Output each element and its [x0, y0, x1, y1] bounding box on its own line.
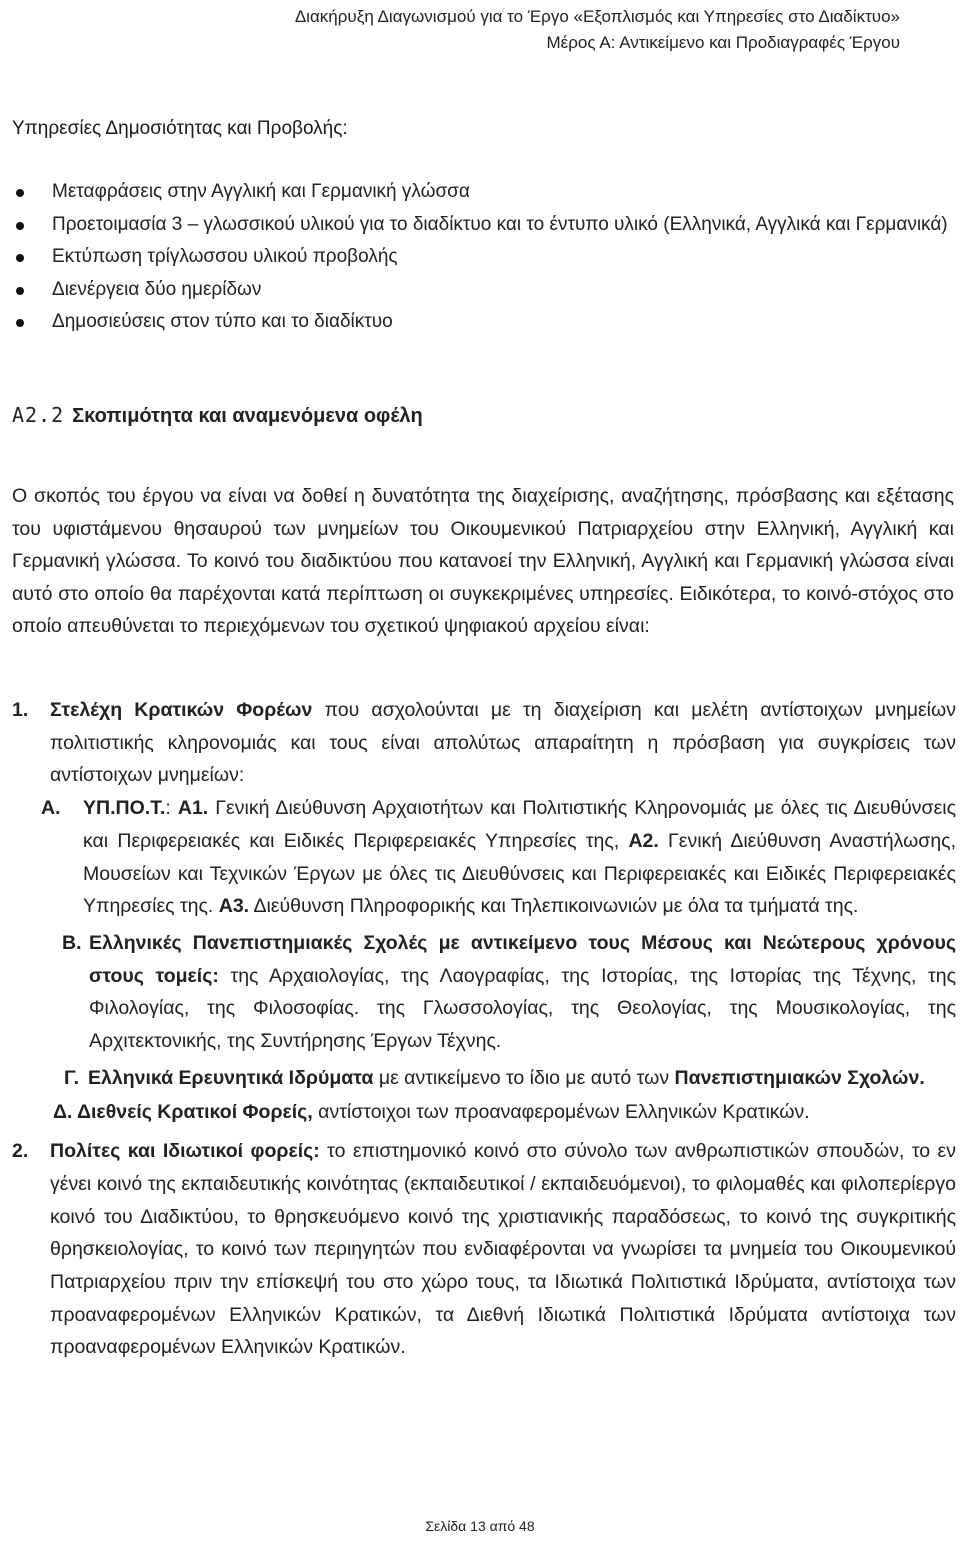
header-line-2: Μέρος Α: Αντικείμενο και Προδιαγραφές Έργου — [546, 33, 900, 52]
list-item-text: Δημοσιεύσεις στον τύπο και το διαδίκτυο — [52, 311, 393, 332]
subitem-prefix: ΥΠ.ΠΟ.Τ. — [83, 797, 166, 820]
audience-subitem-a — [12, 792, 956, 923]
list-item — [0, 209, 960, 242]
subitem-label: Γ. — [64, 1066, 79, 1089]
bullet-icon — [16, 287, 24, 295]
section-heading — [12, 403, 423, 428]
audience-subitem-d — [12, 1096, 956, 1129]
bullet-icon — [16, 189, 24, 197]
audience-item-2 — [12, 1135, 956, 1364]
subitem-text: αντίστοιχοι των προαναφερομένων Ελληνικών Κρατικών. — [312, 1101, 810, 1124]
item-text: που ασχολούνται με τη διαχείριση και μελέτη αντίστοιχων μνημείων πολιτιστικής κληρονομιάς και τους είναι απολύτως απαραίτητη η πρόσβαση για συγκρίσεις των αντίστοιχων μνημείων: — [50, 699, 956, 787]
audience-list — [12, 694, 956, 1364]
a2-text: Γενική Διεύθυνση Αναστήλωσης, Μουσείων και Τεχνικών Έργων με όλες τις Διευθύνσεις και Περιφερειακές και Ειδικές Περιφερειακές Υπηρεσίες της. — [83, 829, 956, 918]
subitem-heading: Ελληνικές Πανεπιστημιακές Σχολές με αντικείμενο τους Μέσους και Νεώτερους χρόνους στους τομείς: — [89, 931, 956, 987]
audience-subitem-c — [12, 1062, 956, 1095]
subitem-end: Πανεπιστημιακών Σχολών. — [674, 1066, 925, 1089]
a1-text: Γενική Διεύθυνση Αρχαιοτήτων και Πολιτιστικής Κληρονομιάς με όλες τις Διευθύνσεις και Περιφερειακές και Ειδικές Περιφερειακές Υπηρεσίες της, — [83, 797, 956, 852]
a2-label: Α2. — [628, 829, 659, 852]
colon: : — [165, 797, 178, 820]
item-heading: Στελέχη Κρατικών Φορέων — [50, 699, 313, 721]
list-item-text: Μεταφράσεις στην Αγγλική και Γερμανική γλώσσα — [52, 181, 470, 202]
page-header — [295, 4, 900, 56]
subitem-text: της Αρχαιολογίας, της Λαογραφίας, της Ιστορίας, της Ιστορίας της Τέχνης, της Φιλολογίας, της Φιλοσοφίας. της Γλωσσολογίας, της Θεολογίας, της Μουσικολογίας, της Αρχιτεκτονικής, της Συντήρησης Έργων Τέχνης. — [89, 964, 956, 1053]
section-title: Σκοπιμότητα και αναμενόμενα οφέλη — [72, 405, 423, 427]
list-item — [0, 274, 960, 307]
list-item-text: Διενέργεια δύο ημερίδων — [52, 278, 262, 300]
list-item — [0, 241, 960, 274]
section-number: A2.2 — [12, 403, 65, 427]
list-item — [0, 306, 960, 339]
list-item — [0, 176, 960, 209]
publicity-list — [0, 176, 960, 339]
bullet-icon — [16, 222, 24, 230]
page-footer: Σελίδα 13 από 48 — [425, 1518, 535, 1534]
bullet-icon — [16, 319, 24, 327]
item-number: 1. — [12, 699, 29, 721]
list-item-text: Εκτύπωση τρίγλωσσου υλικού προβολής — [52, 246, 398, 267]
publicity-title: Υπηρεσίες Δημοσιότητας και Προβολής: — [12, 118, 348, 139]
header-line-1: Διακήρυξη Διαγωνισμού για το Έργο «Εξοπλισμός και Υπηρεσίες στο Διαδίκτυο» — [294, 7, 900, 26]
a1-label: Α1. — [177, 797, 209, 820]
subitem-label: Δ. — [53, 1101, 73, 1124]
subitem-text: με αντικείμενο το ίδιο με αυτό των — [373, 1066, 675, 1089]
list-item-text: Προετοιμασία 3 – γλωσσικού υλικού για το διαδίκτυο και το έντυπο υλικό (Ελληνικά, Αγγλικά και Γερμανικά) — [52, 213, 948, 235]
item-text: το επιστημονικό κοινό στο σύνολο των ανθρωπιστικών σπουδών, το εν γένει κοινό της εκπαιδευτικής κοινότητας (εκπαιδευτικοί / εκπαιδευόμενοι), το φιλομαθές και φιλοπερίεργο κοινό του Διαδικτύου, το θρησκευόμενο κοινό της χριστιανικής παραδόσεως, το κοινό της συγκριτικής θρησκειολογίας, το κοινό των περιηγητών που ενδιαφέρονται να γνωρίσει τα μνημεία του Οικουμενικού Πατριαρχείου πριν την επίσκεψή του στο χώρο τους, τα Ιδιωτικά Πολιτιστικά Ιδρύματα, αντίστοιχα των προαναφερομένων Ελληνικών Κρατικών, τα Διεθνή Ιδιωτικά Πολιτιστικά Ιδρύματα αντίστοιχα των προαναφερομένων Ελληνικών Κρατικών. — [50, 1140, 956, 1359]
bullet-icon — [16, 254, 24, 262]
audience-item-1 — [12, 694, 956, 792]
item-number: 2. — [12, 1140, 29, 1163]
intro-paragraph: Ο σκοπός του έργου να είναι να δοθεί η δυνατότητα της διαχείρισης, αναζήτησης, πρόσβασης και εξέτασης του υφιστάμενου θησαυρού των μνημείων του Οικουμενικού Πατριαρχείου στην Ελληνική, Αγγλική και Γερμανική γλώσσα. Το κοινό του διαδικτύου που κατανοεί την Ελληνική, Αγγλική και Γερμανική γλώσσα είναι αυτό στο οποίο θα παρέχονται κατά περίπτωση οι συγκεκριμένες υπηρεσίες. Ειδικότερα, το κοινό-στόχος στο οποίο απευθύνεται το περιεχόμενων του σχετικού ψηφιακού αρχείου είναι: — [12, 485, 954, 638]
subitem-label: Β. — [62, 931, 82, 954]
a3-label: Α3. — [218, 895, 250, 918]
subitem-heading: Ελληνικά Ερευνητικά Ιδρύματα — [88, 1066, 374, 1089]
subitem-label: Α. — [41, 797, 61, 820]
audience-subitem-b — [12, 927, 956, 1058]
a3-text: Διεύθυνση Πληροφορικής και Τηλεπικοινωνιών με όλα τα τμήματά της. — [249, 895, 859, 918]
subitem-heading: Διεθνείς Κρατικοί Φορείς, — [77, 1101, 313, 1124]
item-heading: Πολίτες και Ιδιωτικοί φορείς: — [50, 1140, 320, 1163]
